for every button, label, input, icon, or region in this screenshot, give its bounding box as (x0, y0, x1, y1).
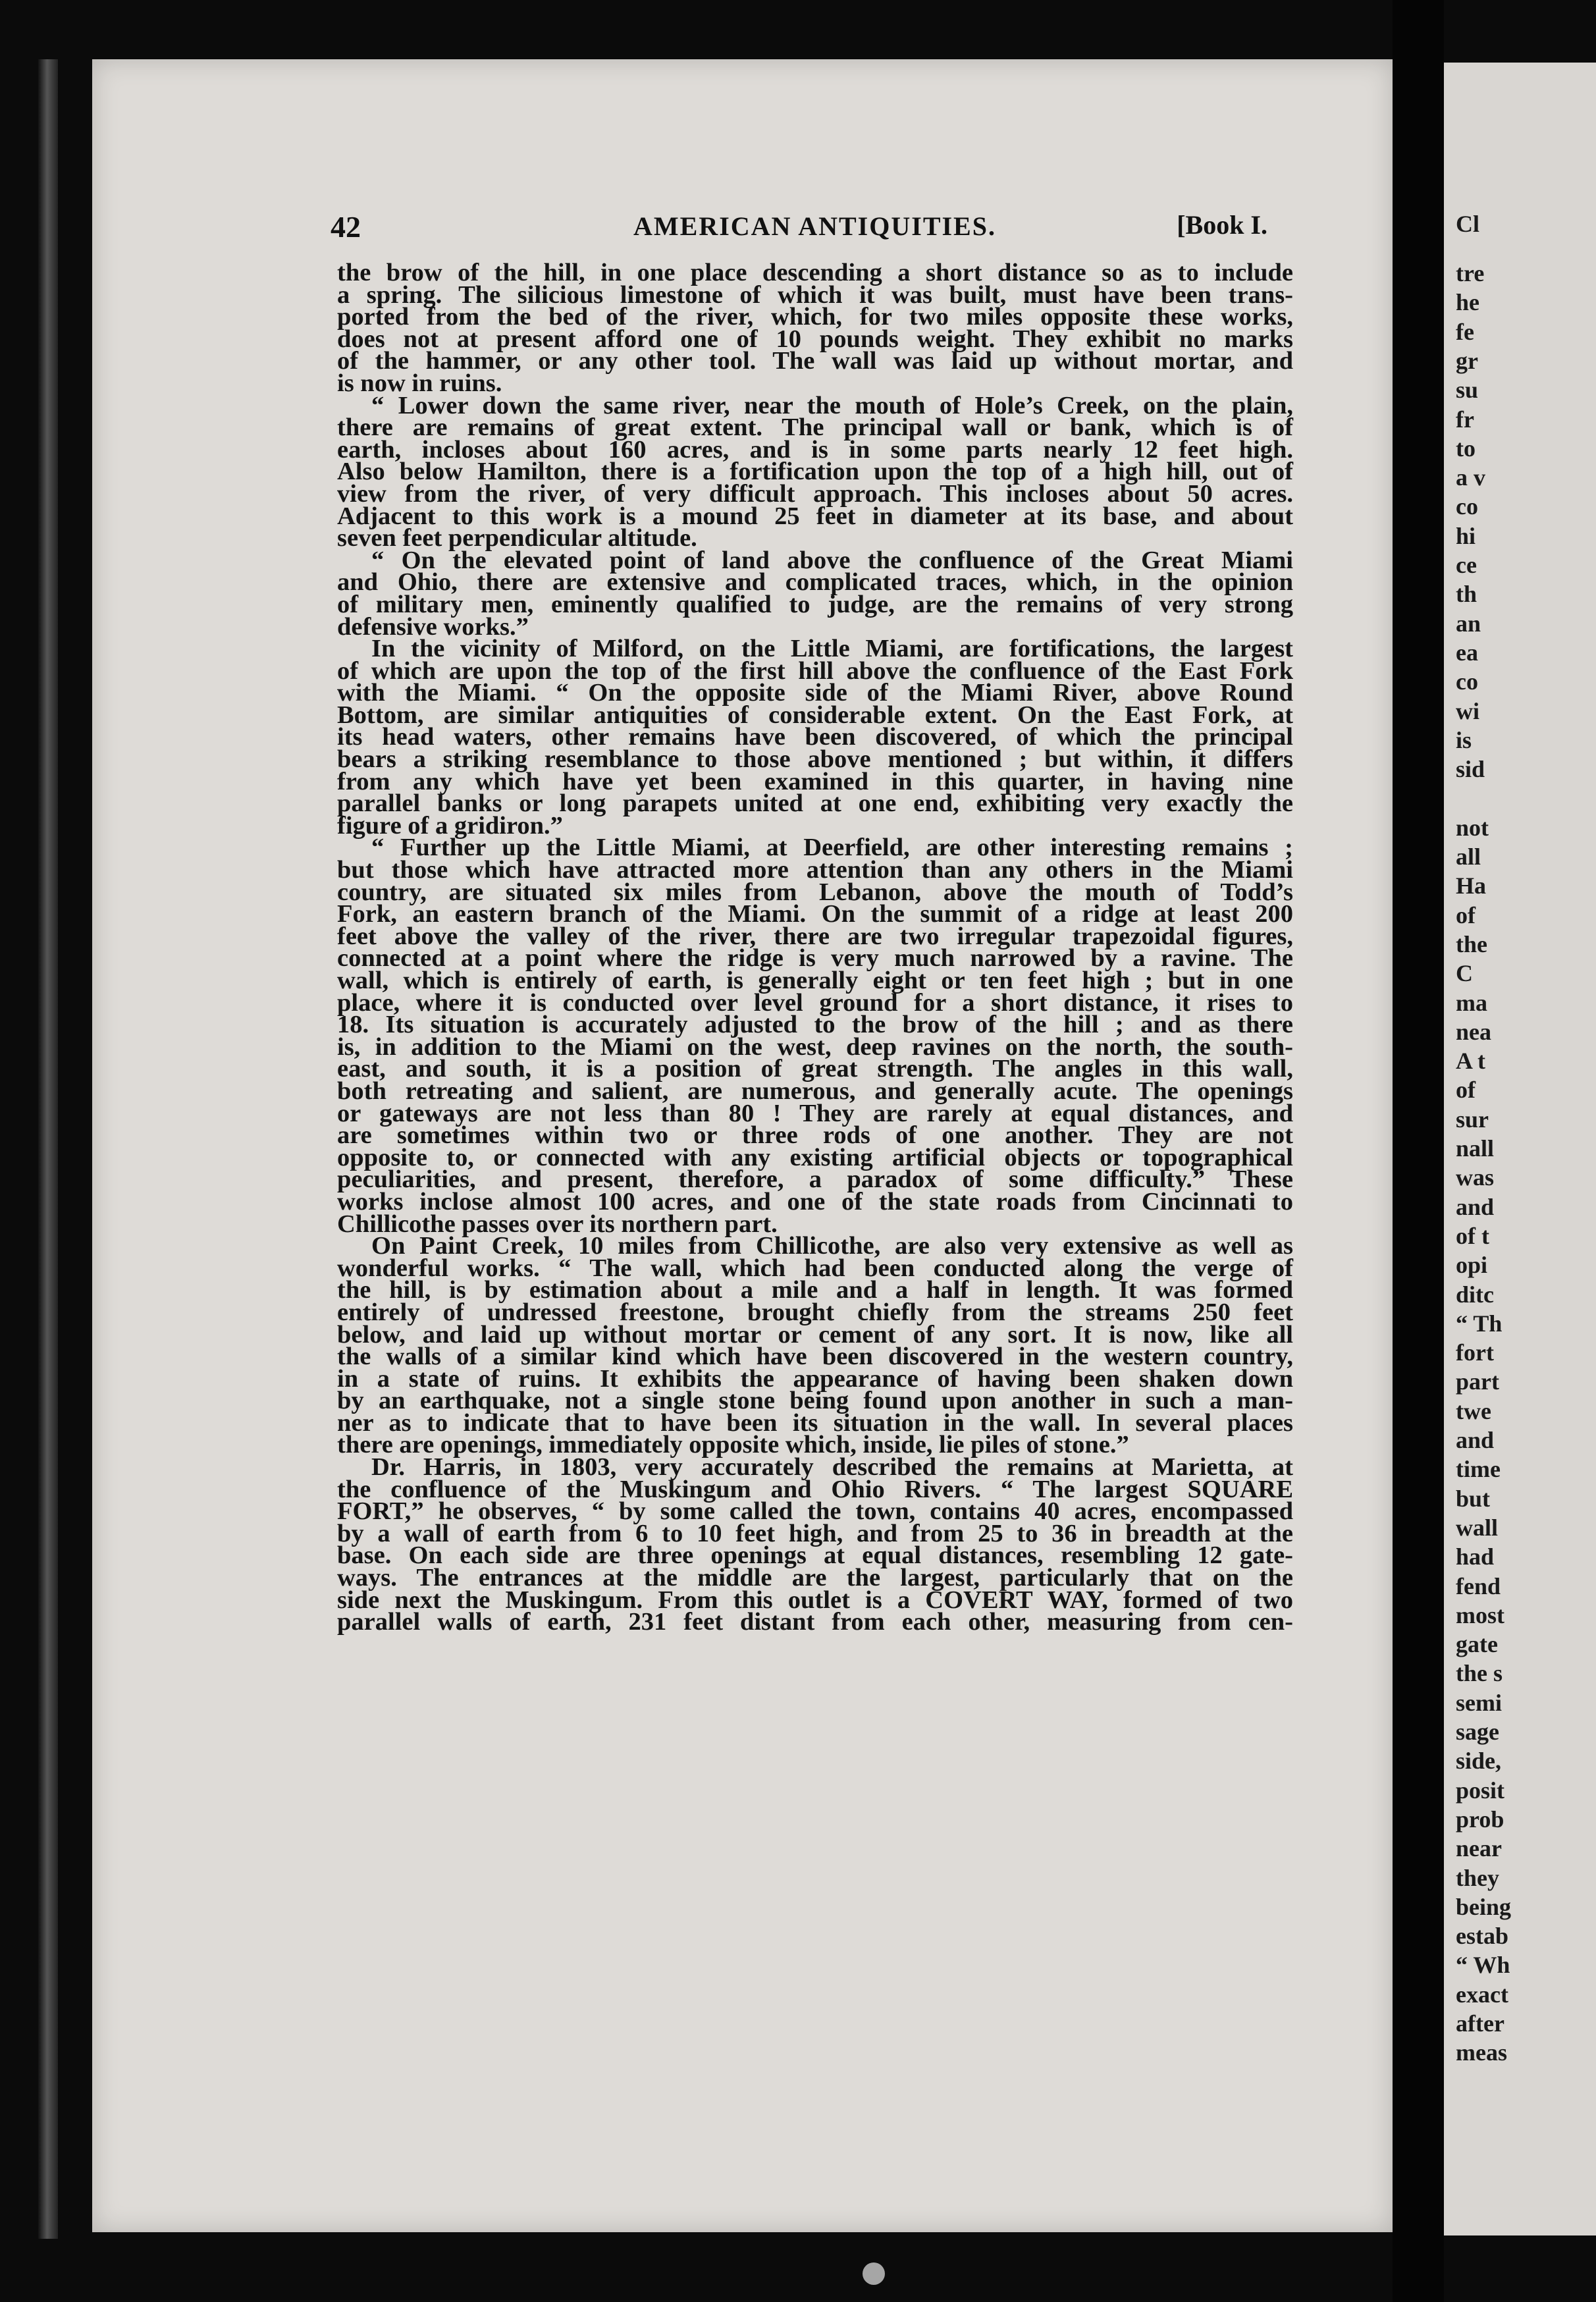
facing-page-fragment: near (1456, 1835, 1502, 1862)
text-line: Fork, an eastern branch of the Miami. On the summit of a ridge at least 200 (337, 900, 1293, 928)
facing-page-fragment: A t (1456, 1048, 1485, 1075)
running-head (331, 209, 1267, 242)
facing-page-fragment: sage (1456, 1719, 1499, 1745)
facing-page-fragment: a v (1456, 464, 1485, 491)
facing-page-fragment: being (1456, 1893, 1512, 1920)
text-line: opposite to, or connected with any existing artificial objects or topographical (337, 1143, 1293, 1171)
text-line: base. On each side are three openings at equal distances, resembling 12 gate- (337, 1541, 1293, 1570)
facing-page-fragment: prob (1456, 1806, 1504, 1833)
text-line: by an earthquake, not a single stone being found upon another in such a man- (337, 1387, 1293, 1415)
page-gutter (1393, 0, 1444, 2302)
facing-page-fragment: nall (1456, 1135, 1495, 1162)
facing-page-fragment: wall (1456, 1514, 1499, 1541)
text-line: wall, which is entirely of earth, is generally eight or ten feet high ; but in one (337, 967, 1293, 994)
facing-page-fragment: was (1456, 1164, 1495, 1191)
facing-page-fragment: meas (1456, 2039, 1507, 2066)
text-line: “ On the elevated point of land above the confluence of the Great Miami (371, 546, 1293, 574)
facing-page-fragment: hi (1456, 522, 1476, 549)
text-line: view from the river, of very difficult approach. This incloses about 50 acres. (337, 479, 1293, 508)
text-line: “ Further up the Little Miami, at Deerfield, are other interesting remains ; (371, 834, 1293, 862)
facing-page-fragment: fe (1456, 318, 1474, 345)
text-line: entirely of undressed freestone, brought chiefly from the streams 250 feet (337, 1298, 1293, 1326)
text-line: of the hammer, or any other tool. The wall was laid up without mortar, and (337, 347, 1293, 375)
facing-page-fragment: gate (1456, 1631, 1498, 1658)
facing-page-fragment: semi (1456, 1689, 1502, 1716)
text-line: a spring. The silicious limestone of which it was built, must have been trans- (337, 281, 1293, 309)
text-line: figure of a gridiron.” (337, 811, 563, 840)
facing-page-fragment: co (1456, 493, 1478, 520)
text-line: wonderful works. “ The wall, which had been conducted along the verge of (337, 1254, 1293, 1282)
facing-page-fragment: co (1456, 668, 1478, 695)
facing-page-fragment: “ Th (1456, 1310, 1503, 1337)
text-line: ported from the bed of the river, which, for two miles opposite these works, (337, 303, 1293, 331)
text-line: below, and laid up without mortar or cement of any sort. It is now, like all (337, 1320, 1293, 1349)
facing-page-fragment: gr (1456, 347, 1478, 374)
print-smudge (863, 2262, 885, 2285)
book-reference: [Book I. (1177, 210, 1267, 240)
text-line: of which are upon the top of the first hill above the confluence of the East Fork (337, 656, 1293, 685)
text-line: In the vicinity of Milford, on the Little Miami, are fortifications, the largest (371, 635, 1293, 663)
facing-page-fragment: ditc (1456, 1281, 1494, 1308)
facing-page-fragment: ma (1456, 989, 1487, 1016)
facing-page-fragment: su (1456, 377, 1479, 404)
text-line: parallel walls of earth, 231 feet distant from each other, measuring from cen- (337, 1608, 1293, 1636)
text-line: FORT,” he observes, “ by some called the town, contains 40 acres, encompassed (337, 1497, 1293, 1526)
text-line: and Ohio, there are extensive and complicated traces, which, in the opinion (337, 568, 1293, 597)
facing-page-fragment: of (1456, 901, 1476, 928)
facing-page-fragment: the (1456, 930, 1487, 957)
text-line: but those which have attracted more attention than any others in the Miami (337, 856, 1293, 884)
facing-page-fragment: after (1456, 2010, 1504, 2037)
text-line: both retreating and salient, are numerous, and generally acute. The openings (337, 1077, 1293, 1105)
facing-page-fragment: ce (1456, 552, 1477, 578)
facing-page-fragment: had (1456, 1543, 1495, 1570)
facing-page-fragment: but (1456, 1485, 1491, 1512)
text-line: the brow of the hill, in one place descending a short distance so as to include (337, 259, 1293, 286)
text-line: east, and south, it is a position of great strength. The angles in this wall, (337, 1055, 1293, 1083)
text-line: “ Lower down the same river, near the mouth of Hole’s Creek, on the plain, (371, 391, 1293, 419)
facing-page-fragment: and (1456, 1427, 1495, 1453)
facing-page-fragment: not (1456, 814, 1489, 841)
page-number: 42 (331, 210, 361, 244)
text-line: ways. The entrances at the middle are the largest, particularly that on the (337, 1564, 1293, 1592)
text-line: 18. Its situation is accurately adjusted to the brow of the hill ; and as there (337, 1011, 1293, 1039)
facing-page-fragment: Ha (1456, 872, 1487, 899)
facing-page-fragment: most (1456, 1601, 1504, 1628)
facing-page-fragment: opi (1456, 1252, 1488, 1279)
facing-page-fragment: to (1456, 435, 1476, 462)
text-line: bears a striking resemblance to those above mentioned ; but within, it differs (337, 745, 1293, 774)
facing-page-fragment: is (1456, 726, 1472, 753)
text-line: works inclose almost 100 acres, and one of the state roads from Cincinnati to (337, 1187, 1293, 1216)
facing-page-fragment: “ Wh (1456, 1952, 1510, 1979)
text-line: On Paint Creek, 10 miles from Chillicothe, are also very extensive as well as (371, 1232, 1293, 1260)
running-title: AMERICAN ANTIQUITIES. (633, 211, 996, 241)
facing-page-fragment: and (1456, 1193, 1495, 1220)
text-line: with the Miami. “ On the opposite side of the Miami River, above Round (337, 679, 1293, 707)
facing-page-fragment: side, (1456, 1748, 1502, 1775)
text-line: Dr. Harris, in 1803, very accurately described the remains at Marietta, at (371, 1453, 1293, 1482)
text-line: Bottom, are similar antiquities of considerable extent. On the East Fork, at (337, 701, 1293, 729)
text-line: its head waters, other remains have been discovered, of which the principal (337, 723, 1293, 751)
facing-page-fragment: an (1456, 610, 1481, 637)
text-line: ner as to indicate that to have been its situation in the wall. In several places (337, 1408, 1293, 1437)
binding-strip (38, 59, 58, 2239)
facing-page-fragment: the s (1456, 1660, 1503, 1687)
facing-page-fragment: sid (1456, 756, 1485, 783)
text-line: by a wall of earth from 6 to 10 feet high, and from 25 to 36 in breadth at the (337, 1519, 1293, 1547)
facing-page (1444, 63, 1596, 2235)
text-line: of military men, eminently qualified to judge, are the remains of very strong (337, 590, 1293, 618)
text-line: place, where it is conducted over level ground for a short distance, it rises to (337, 988, 1293, 1017)
text-line: the hill, is by estimation about a mile and a half in length. It was formed (337, 1276, 1293, 1304)
text-line: country, are situated six miles from Lebanon, above the mouth of Todd’s (337, 878, 1293, 906)
text-line: there are remains of great extent. The principal wall or bank, which is of (337, 414, 1293, 442)
text-line: connected at a point where the ridge is very much narrowed by a ravine. The (337, 944, 1293, 973)
text-line: is, in addition to the Miami on the west, deep ravines on the north, the south- (337, 1032, 1293, 1061)
facing-page-fragment: C (1456, 960, 1473, 987)
facing-page-fragment: fr (1456, 406, 1474, 433)
facing-page-fragment: twe (1456, 1397, 1491, 1424)
facing-page-fragment: he (1456, 289, 1479, 316)
facing-page-fragment: posit (1456, 1777, 1505, 1804)
text-line: from any which have yet been examined in this quarter, in having nine (337, 767, 1293, 795)
facing-page-fragment: th (1456, 581, 1477, 608)
text-line: feet above the valley of the river, there are two irregular trapezoidal figures, (337, 922, 1293, 950)
facing-page-fragment: fend (1456, 1572, 1501, 1599)
facing-page-fragment: ea (1456, 639, 1478, 666)
body-text (337, 259, 1293, 1636)
text-line: does not at present afford one of 10 pounds weight. They exhibit no marks (337, 325, 1293, 353)
facing-page-fragment: all (1456, 843, 1481, 870)
facing-page-fragment: fort (1456, 1339, 1494, 1366)
text-line: Adjacent to this work is a mound 25 feet in diameter at its base, and about (337, 502, 1293, 530)
text-line: is now in ruins. (337, 369, 502, 397)
text-line: in a state of ruins. It exhibits the appearance of having been shaken down (337, 1364, 1293, 1393)
text-line: there are openings, immediately opposite which, inside, lie piles of stone.” (337, 1431, 1129, 1459)
facing-page-fragment: of (1456, 1077, 1476, 1104)
text-line: Also below Hamilton, there is a fortification upon the top of a high hill, out of (337, 458, 1293, 486)
facing-page-fragment: nea (1456, 1018, 1491, 1045)
facing-page-fragment: exact (1456, 1981, 1508, 2008)
facing-page-fragment: they (1456, 1864, 1499, 1891)
text-line: or gateways are not less than 80 ! They are rarely at equal distances, and (337, 1099, 1293, 1127)
text-line: seven feet perpendicular altitude. (337, 524, 697, 552)
text-line: earth, incloses about 160 acres, and is in some parts nearly 12 feet high. (337, 435, 1293, 464)
text-line: defensive works.” (337, 612, 529, 641)
text-line: peculiarities, and present, therefore, a paradox of some difficulty.” These (337, 1165, 1293, 1194)
facing-page-fragment: part (1456, 1368, 1499, 1395)
text-line: parallel banks or long parapets united at one end, exhibiting very exactly the (337, 790, 1293, 818)
facing-page-fragment: of t (1456, 1222, 1489, 1249)
text-line: the walls of a similar kind which have been discovered in the western country, (337, 1343, 1293, 1371)
facing-page-fragment: wi (1456, 697, 1479, 724)
facing-page-fragment: Cl (1456, 211, 1479, 237)
text-line: are sometimes within two or three rods of one another. They are not (337, 1121, 1293, 1150)
facing-page-fragment: sur (1456, 1106, 1489, 1133)
facing-page-fragment: tre (1456, 260, 1485, 286)
text-line: side next the Muskingum. From this outlet is a COVERT WAY, formed of two (337, 1586, 1293, 1614)
text-line: Chillicothe passes over its northern part. (337, 1210, 778, 1238)
text-line: the confluence of the Muskingum and Ohio Rivers. “ The largest SQUARE (337, 1475, 1293, 1503)
facing-page-fragment: estab (1456, 1923, 1508, 1950)
facing-page-fragment: time (1456, 1456, 1501, 1483)
